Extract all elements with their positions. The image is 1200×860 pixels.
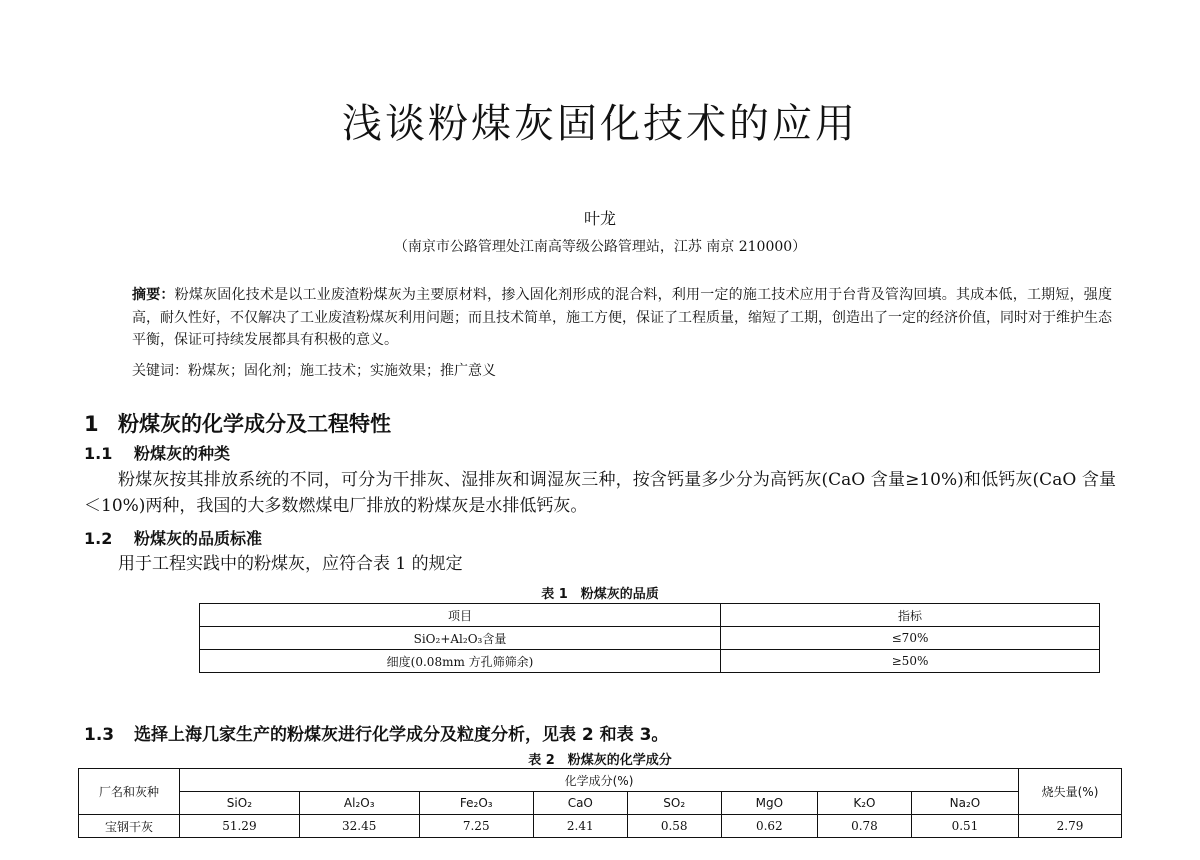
section-1-2-heading — [84, 526, 262, 549]
table-header-cell: Al₂O₃ — [299, 792, 419, 815]
table-cell: 0.58 — [627, 815, 721, 838]
section-1-1-heading — [84, 441, 230, 464]
table-row — [79, 815, 1122, 838]
section-title: 粉煤灰的化学成分及工程特性 — [118, 412, 391, 436]
table-cell: 2.41 — [533, 815, 627, 838]
table-cell: 0.78 — [817, 815, 911, 838]
section-number: 1 — [84, 412, 99, 436]
table-header-cell: MgO — [721, 792, 817, 815]
table-header-cell: 烧失量(%) — [1019, 769, 1122, 815]
section-title: 粉煤灰的品质标准 — [134, 529, 263, 548]
table-cell: 0.62 — [721, 815, 817, 838]
section-1-1-paragraph: 粉煤灰按其排放系统的不同，可分为干排灰、湿排灰和调湿灰三种，按含钙量多少分为高钙灰(CaO 含量≥10%)和低钙灰(CaO 含量＜10%)两种，我国的大多数燃煤电厂排放的粉煤灰是水排低钙灰。 — [84, 470, 1116, 516]
section-number: 1.2 — [84, 529, 113, 548]
keywords — [132, 360, 496, 380]
table-row — [200, 627, 1100, 650]
abstract-label: 摘要： — [132, 287, 175, 303]
section-title: 选择上海几家生产的粉煤灰进行化学成分及粒度分析，见表 2 和表 3。 — [134, 725, 669, 745]
section-number: 1.3 — [84, 725, 115, 745]
table-cell-item: SiO₂+Al₂O₃含量 — [200, 627, 721, 650]
table-header-cell: 厂名和灰种 — [79, 769, 180, 815]
table-header-row — [200, 604, 1100, 627]
table-subheader-row — [79, 792, 1122, 815]
table-header-group: 化学成分(%) — [180, 769, 1019, 792]
table-row — [200, 650, 1100, 673]
table-1 — [199, 603, 1100, 673]
table-header-cell: Fe₂O₃ — [419, 792, 533, 815]
table-cell-plant: 宝钢干灰 — [79, 815, 180, 838]
table-cell-item: 细度(0.08mm 方孔筛筛余) — [200, 650, 721, 673]
table-cell-value: ≤70% — [721, 627, 1100, 650]
author: 叶龙 — [583, 209, 616, 228]
table-2 — [78, 768, 1122, 838]
table-cell-loss: 2.79 — [1019, 815, 1122, 838]
table-cell: 7.25 — [419, 815, 533, 838]
table-cell: 32.45 — [299, 815, 419, 838]
table-header-cell: SO₂ — [627, 792, 721, 815]
affiliation: （南京市公路管理处江南高等级公路管理站，江苏 南京 210000） — [393, 239, 807, 255]
abstract — [132, 284, 1112, 352]
keywords-label: 关键词： — [132, 363, 188, 379]
table-header-cell: Na₂O — [911, 792, 1018, 815]
keywords-text: 粉煤灰；固化剂；施工技术；实施效果；推广意义 — [188, 363, 496, 379]
table-2-caption: 表 2 粉煤灰的化学成分 — [528, 753, 672, 768]
page-title: 浅谈粉煤灰固化技术的应用 — [342, 101, 858, 147]
table-cell: 0.51 — [911, 815, 1018, 838]
table-1-caption: 表 1 粉煤灰的品质 — [541, 587, 659, 602]
table-header-cell: 项目 — [200, 604, 721, 627]
abstract-text: 粉煤灰固化技术是以工业废渣粉煤灰为主要原材料，掺入固化剂形成的混合料，利用一定的施工技术应用于台背及管沟回填。其成本低，工期短，强度高，耐久性好，不仅解决了工业废渣粉煤灰利用问题；而且技术简单，施工方便，保证了工程质量，缩短了工期，创造出了一定的经济价值，同时对于维护生态平衡，保证可持续发展都具有积极的意义。 — [132, 287, 1113, 348]
table-header-cell: SiO₂ — [180, 792, 300, 815]
table-cell: 51.29 — [180, 815, 300, 838]
table-header-cell: K₂O — [817, 792, 911, 815]
table-cell-value: ≥50% — [721, 650, 1100, 673]
section-1-3-heading — [84, 720, 668, 745]
section-number: 1.1 — [84, 444, 113, 463]
table-header-cell: 指标 — [721, 604, 1100, 627]
section-1-heading — [84, 408, 391, 438]
table-header-row — [79, 769, 1122, 792]
section-title: 粉煤灰的种类 — [134, 444, 231, 463]
section-1-2-paragraph: 用于工程实践中的粉煤灰，应符合表 1 的规定 — [118, 554, 463, 574]
table-header-cell: CaO — [533, 792, 627, 815]
